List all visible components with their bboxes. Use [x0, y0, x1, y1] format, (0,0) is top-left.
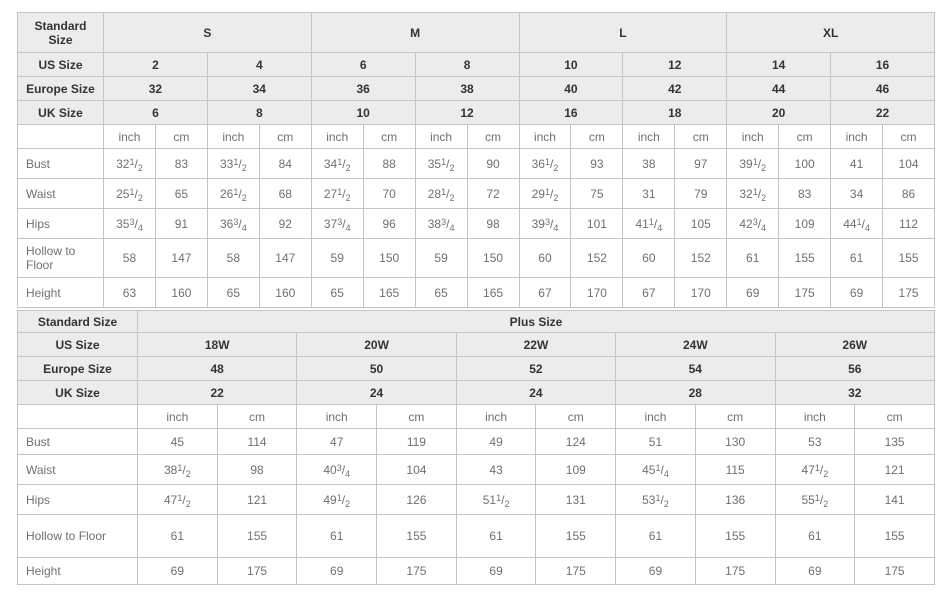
measurement-value-cell: 165 [363, 278, 415, 308]
measurement-value-cell: 109 [536, 455, 616, 485]
unit-header-cell: cm [467, 125, 519, 149]
measurement-value-cell: $41^1/_4$ [623, 209, 675, 239]
size-value-cell: 42 [623, 77, 727, 101]
size-value-cell: 38 [415, 77, 519, 101]
measurement-value-cell: 61 [456, 515, 536, 558]
measurement-value-cell: $25^1/_2$ [104, 179, 156, 209]
measurement-value-cell: 61 [775, 515, 855, 558]
unit-row-spacer [18, 405, 138, 429]
unit-header-cell: cm [675, 125, 727, 149]
measurement-value-cell: $35^1/_2$ [415, 149, 467, 179]
size-row-label: Europe Size [18, 357, 138, 381]
measurement-value-cell: 53 [775, 429, 855, 455]
size-value-cell: 56 [775, 357, 935, 381]
measurement-row-label: Bust [18, 429, 138, 455]
measurement-value-cell: $32^1/_2$ [104, 149, 156, 179]
unit-header-cell: inch [311, 125, 363, 149]
unit-header-cell: cm [377, 405, 457, 429]
measurement-value-cell: 175 [695, 558, 775, 585]
size-value-cell: 22 [138, 381, 297, 405]
measurement-row-label: Bust [18, 149, 104, 179]
measurement-value-cell: 67 [519, 278, 571, 308]
measurement-value-cell: 155 [855, 515, 935, 558]
measurement-value-cell: 104 [377, 455, 457, 485]
size-value-cell: 32 [775, 381, 935, 405]
measurement-value-cell: $27^1/_2$ [311, 179, 363, 209]
measurement-value-cell: $26^1/_2$ [207, 179, 259, 209]
size-value-cell: 8 [415, 53, 519, 77]
size-row-label: Europe Size [18, 77, 104, 101]
size-value-cell: 52 [456, 357, 615, 381]
measurement-value-cell: 155 [695, 515, 775, 558]
unit-header-cell: cm [536, 405, 616, 429]
unit-row-spacer [18, 125, 104, 149]
measurement-value-cell: 121 [217, 485, 297, 515]
size-value-cell: 14 [727, 53, 831, 77]
measurement-value-cell: $28^1/_2$ [415, 179, 467, 209]
corner-header-cell: Standard Size [18, 311, 138, 333]
measurement-value-cell: $55^1/_2$ [775, 485, 855, 515]
size-value-cell: 50 [297, 357, 456, 381]
measurement-value-cell: 49 [456, 429, 536, 455]
measurement-value-cell: 61 [727, 239, 779, 278]
measurement-value-cell: $49^1/_2$ [297, 485, 377, 515]
measurement-value-cell: 101 [571, 209, 623, 239]
measurement-value-cell: 51 [616, 429, 696, 455]
measurement-value-cell: 170 [571, 278, 623, 308]
measurement-value-cell: 112 [883, 209, 935, 239]
measurement-value-cell: 165 [467, 278, 519, 308]
measurement-value-cell: 69 [297, 558, 377, 585]
measurement-value-cell: 34 [831, 179, 883, 209]
measurement-value-cell: 114 [217, 429, 297, 455]
size-group-header: Plus Size [138, 311, 935, 333]
measurement-value-cell: 175 [536, 558, 616, 585]
unit-header-cell: cm [155, 125, 207, 149]
measurement-value-cell: 47 [297, 429, 377, 455]
unit-header-cell: cm [695, 405, 775, 429]
measurement-value-cell: 59 [415, 239, 467, 278]
measurement-value-cell: 38 [623, 149, 675, 179]
measurement-value-cell: 75 [571, 179, 623, 209]
unit-header-cell: cm [259, 125, 311, 149]
size-value-cell: 10 [311, 101, 415, 125]
size-value-cell: 40 [519, 77, 623, 101]
measurement-value-cell: 61 [138, 515, 218, 558]
size-value-cell: 24 [456, 381, 615, 405]
measurement-value-cell: $53^1/_2$ [616, 485, 696, 515]
measurement-value-cell: 155 [779, 239, 831, 278]
measurement-value-cell: 65 [155, 179, 207, 209]
measurement-value-cell: 72 [467, 179, 519, 209]
unit-header-cell: inch [297, 405, 377, 429]
measurement-value-cell: 68 [259, 179, 311, 209]
measurement-value-cell: 61 [616, 515, 696, 558]
measurement-row-label: Height [18, 558, 138, 585]
size-group-header: L [519, 13, 727, 53]
measurement-value-cell: 65 [207, 278, 259, 308]
size-value-cell: 12 [623, 53, 727, 77]
size-row-label: US Size [18, 333, 138, 357]
measurement-value-cell: 69 [831, 278, 883, 308]
measurement-value-cell: 31 [623, 179, 675, 209]
measurement-value-cell: 70 [363, 179, 415, 209]
measurement-value-cell: $45^1/_4$ [616, 455, 696, 485]
size-value-cell: 36 [311, 77, 415, 101]
measurement-value-cell: 115 [695, 455, 775, 485]
size-row-label: UK Size [18, 381, 138, 405]
measurement-value-cell: 130 [695, 429, 775, 455]
unit-header-cell: cm [217, 405, 297, 429]
size-group-header: XL [727, 13, 935, 53]
measurement-value-cell: 69 [775, 558, 855, 585]
measurement-value-cell: 175 [779, 278, 831, 308]
measurement-value-cell: 126 [377, 485, 457, 515]
measurement-value-cell: 131 [536, 485, 616, 515]
size-value-cell: 22W [456, 333, 615, 357]
measurement-value-cell: 121 [855, 455, 935, 485]
measurement-value-cell: 83 [779, 179, 831, 209]
measurement-value-cell: 97 [675, 149, 727, 179]
measurement-value-cell: 41 [831, 149, 883, 179]
size-value-cell: 28 [616, 381, 775, 405]
size-value-cell: 4 [207, 53, 311, 77]
size-value-cell: 18W [138, 333, 297, 357]
measurement-value-cell: $29^1/_2$ [519, 179, 571, 209]
size-value-cell: 2 [104, 53, 208, 77]
measurement-value-cell: 100 [779, 149, 831, 179]
measurement-value-cell: 60 [519, 239, 571, 278]
measurement-value-cell: 90 [467, 149, 519, 179]
measurement-value-cell: 45 [138, 429, 218, 455]
size-group-header: M [311, 13, 519, 53]
size-value-cell: 22 [831, 101, 935, 125]
size-group-header: S [104, 13, 312, 53]
measurement-value-cell: 91 [155, 209, 207, 239]
measurement-row-label: Hollow to Floor [18, 239, 104, 278]
unit-header-cell: inch [775, 405, 855, 429]
measurement-value-cell: 135 [855, 429, 935, 455]
measurement-value-cell: 96 [363, 209, 415, 239]
measurement-value-cell: 60 [623, 239, 675, 278]
measurement-value-cell: 175 [217, 558, 297, 585]
measurement-row-label: Hips [18, 209, 104, 239]
measurement-value-cell: 155 [217, 515, 297, 558]
unit-header-cell: inch [138, 405, 218, 429]
measurement-value-cell: 59 [311, 239, 363, 278]
measurement-value-cell: 69 [727, 278, 779, 308]
measurement-value-cell: 63 [104, 278, 156, 308]
corner-header-cell: Standard Size [18, 13, 104, 53]
unit-header-cell: inch [415, 125, 467, 149]
size-value-cell: 48 [138, 357, 297, 381]
size-value-cell: 16 [831, 53, 935, 77]
measurement-row-label: Hollow to Floor [18, 515, 138, 558]
measurement-value-cell: 109 [779, 209, 831, 239]
unit-header-cell: inch [831, 125, 883, 149]
size-value-cell: 24W [616, 333, 775, 357]
measurement-value-cell: $37^3/_4$ [311, 209, 363, 239]
unit-header-cell: inch [519, 125, 571, 149]
size-value-cell: 10 [519, 53, 623, 77]
unit-header-cell: cm [779, 125, 831, 149]
measurement-value-cell: $44^1/_4$ [831, 209, 883, 239]
size-value-cell: 34 [207, 77, 311, 101]
measurement-value-cell: $39^3/_4$ [519, 209, 571, 239]
measurement-value-cell: $51^1/_2$ [456, 485, 536, 515]
measurement-value-cell: $32^1/_2$ [727, 179, 779, 209]
measurement-value-cell: $47^1/_2$ [138, 485, 218, 515]
measurement-value-cell: $39^1/_2$ [727, 149, 779, 179]
measurement-value-cell: 69 [616, 558, 696, 585]
measurement-value-cell: $42^3/_4$ [727, 209, 779, 239]
measurement-value-cell: 43 [456, 455, 536, 485]
measurement-value-cell: $40^3/_4$ [297, 455, 377, 485]
measurement-value-cell: 155 [536, 515, 616, 558]
unit-header-cell: inch [727, 125, 779, 149]
measurement-value-cell: $33^1/_2$ [207, 149, 259, 179]
measurement-value-cell: 147 [155, 239, 207, 278]
measurement-value-cell: 86 [883, 179, 935, 209]
unit-header-cell: cm [855, 405, 935, 429]
measurement-value-cell: $36^1/_2$ [519, 149, 571, 179]
measurement-value-cell: 105 [675, 209, 727, 239]
unit-header-cell: cm [883, 125, 935, 149]
measurement-value-cell: 61 [831, 239, 883, 278]
measurement-value-cell: 170 [675, 278, 727, 308]
unit-header-cell: cm [571, 125, 623, 149]
measurement-value-cell: 141 [855, 485, 935, 515]
size-value-cell: 8 [207, 101, 311, 125]
measurement-value-cell: 84 [259, 149, 311, 179]
size-value-cell: 26W [775, 333, 935, 357]
measurement-value-cell: 67 [623, 278, 675, 308]
unit-header-cell: cm [363, 125, 415, 149]
size-value-cell: 12 [415, 101, 519, 125]
measurement-row-label: Waist [18, 455, 138, 485]
size-value-cell: 46 [831, 77, 935, 101]
size-value-cell: 24 [297, 381, 456, 405]
measurement-value-cell: 104 [883, 149, 935, 179]
size-value-cell: 20 [727, 101, 831, 125]
measurement-value-cell: 58 [207, 239, 259, 278]
measurement-value-cell: 58 [104, 239, 156, 278]
measurement-value-cell: 124 [536, 429, 616, 455]
measurement-value-cell: 136 [695, 485, 775, 515]
measurement-row-label: Hips [18, 485, 138, 515]
measurement-value-cell: 155 [883, 239, 935, 278]
size-value-cell: 16 [519, 101, 623, 125]
size-row-label: UK Size [18, 101, 104, 125]
measurement-value-cell: 152 [675, 239, 727, 278]
size-value-cell: 20W [297, 333, 456, 357]
measurement-row-label: Height [18, 278, 104, 308]
measurement-value-cell: 98 [217, 455, 297, 485]
unit-header-cell: inch [104, 125, 156, 149]
measurement-value-cell: 92 [259, 209, 311, 239]
size-value-cell: 44 [727, 77, 831, 101]
measurement-value-cell: $34^1/_2$ [311, 149, 363, 179]
measurement-value-cell: 150 [363, 239, 415, 278]
measurement-value-cell: $35^3/_4$ [104, 209, 156, 239]
measurement-value-cell: 98 [467, 209, 519, 239]
measurement-value-cell: 175 [883, 278, 935, 308]
measurement-value-cell: 93 [571, 149, 623, 179]
measurement-value-cell: 119 [377, 429, 457, 455]
measurement-value-cell: 79 [675, 179, 727, 209]
measurement-value-cell: 69 [138, 558, 218, 585]
measurement-value-cell: 61 [297, 515, 377, 558]
standard-sizes-table [17, 12, 935, 308]
measurement-value-cell: 160 [259, 278, 311, 308]
measurement-value-cell: $36^3/_4$ [207, 209, 259, 239]
unit-header-cell: inch [456, 405, 536, 429]
unit-header-cell: inch [207, 125, 259, 149]
measurement-value-cell: 175 [855, 558, 935, 585]
measurement-value-cell: $47^1/_2$ [775, 455, 855, 485]
measurement-value-cell: 147 [259, 239, 311, 278]
plus-sizes-table [17, 310, 935, 585]
measurement-value-cell: 175 [377, 558, 457, 585]
measurement-value-cell: 155 [377, 515, 457, 558]
size-value-cell: 32 [104, 77, 208, 101]
size-row-label: US Size [18, 53, 104, 77]
unit-header-cell: inch [623, 125, 675, 149]
measurement-value-cell: 83 [155, 149, 207, 179]
measurement-value-cell: 152 [571, 239, 623, 278]
measurement-value-cell: 65 [311, 278, 363, 308]
measurement-value-cell: $38^1/_2$ [138, 455, 218, 485]
measurement-value-cell: 65 [415, 278, 467, 308]
measurement-value-cell: $38^3/_4$ [415, 209, 467, 239]
size-value-cell: 6 [311, 53, 415, 77]
measurement-value-cell: 88 [363, 149, 415, 179]
measurement-row-label: Waist [18, 179, 104, 209]
measurement-value-cell: 150 [467, 239, 519, 278]
size-value-cell: 18 [623, 101, 727, 125]
unit-header-cell: inch [616, 405, 696, 429]
size-value-cell: 54 [616, 357, 775, 381]
measurement-value-cell: 160 [155, 278, 207, 308]
measurement-value-cell: 69 [456, 558, 536, 585]
size-value-cell: 6 [104, 101, 208, 125]
